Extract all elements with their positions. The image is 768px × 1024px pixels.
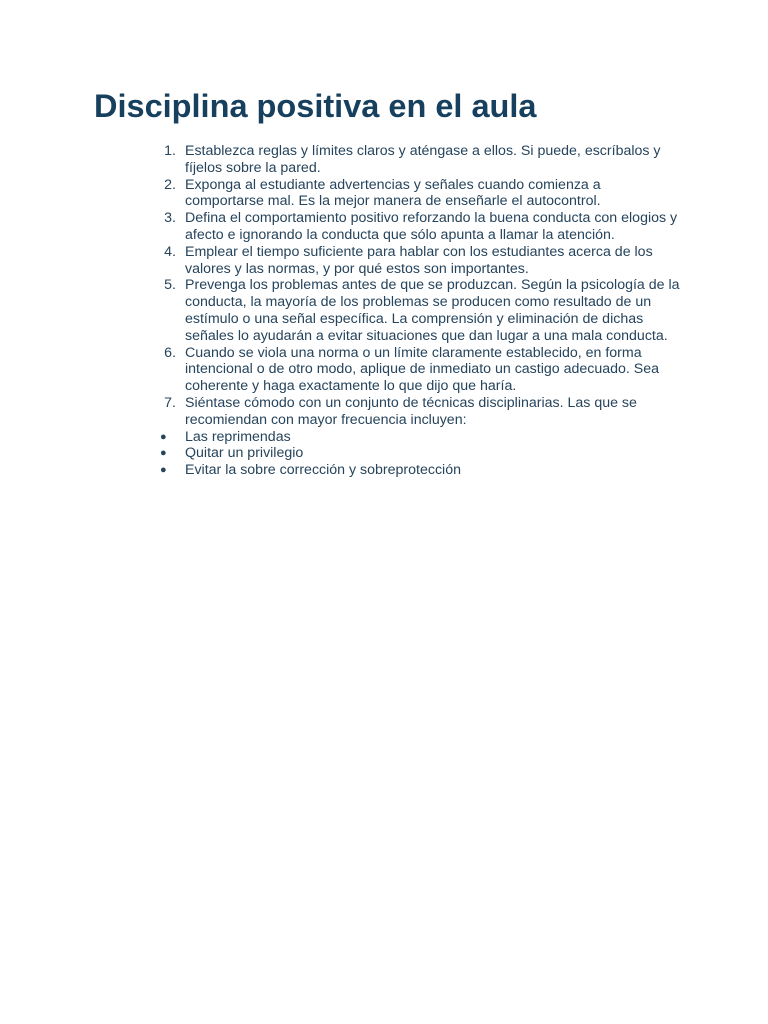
bullet-item-2: [152, 445, 682, 462]
list-item-text: Siéntase cómodo con un conjunto de técnicas disciplinarias. Las que se recomiendan con mayor frecuencia incluyen:: [185, 394, 637, 428]
list-item-1: [152, 143, 682, 177]
list-item-number: 4.: [164, 243, 176, 260]
list-item-5: [152, 277, 682, 344]
list-item-text: Cuando se viola una norma o un límite claramente establecido, en forma intencional o de otro modo, aplique de inmediato un castigo adecuado. Sea coherente y haga exactamente lo que dijo que haría.: [185, 344, 660, 395]
bullet-icon: ●: [160, 464, 167, 477]
bullet-icon: ●: [160, 430, 167, 443]
bullet-icon: ●: [160, 447, 167, 460]
list-item-text: Emplear el tiempo suficiente para hablar con los estudiantes acerca de los valores y las normas, y por qué estos son importantes.: [185, 243, 653, 277]
list-item-text: Exponga al estudiante advertencias y señales cuando comienza a comportarse mal. Es la mejor manera de enseñarle el autocontrol.: [185, 176, 601, 210]
list-item-number: 6.: [164, 344, 176, 361]
list-item-4: [152, 244, 682, 278]
page-title: Disciplina positiva en el aula: [94, 88, 537, 124]
list-item-number: 1.: [164, 143, 176, 159]
bullet-item-1: [152, 429, 682, 446]
recommendations-list: [152, 143, 682, 479]
bullet-item-text: Las reprimendas: [185, 428, 291, 445]
list-item-7: [152, 395, 682, 429]
list-item-number: 7.: [164, 394, 176, 411]
list-item-number: 2.: [164, 176, 176, 193]
list-item-number: 3.: [164, 210, 176, 227]
list-item-text: Prevenga los problemas antes de que se produzcan. Según la psicología de la conducta, la mayoría de los problemas se producen como resultado de un estímulo o una señal específica. La comprensión y eliminación de dichas señales lo ayudarán a evitar situaciones que dan lugar a una mala conducta.: [185, 277, 680, 344]
list-item-3: [152, 210, 682, 244]
list-item-2: [152, 177, 682, 211]
bullet-item-text: Evitar la sobre corrección y sobreprotección: [185, 462, 461, 479]
list-item-6: [152, 345, 682, 395]
list-item-text: Defina el comportamiento positivo reforzando la buena conducta con elogios y afecto e ignorando la conducta que sólo apunta a llamar la atención.: [185, 210, 678, 243]
list-item-number: 5.: [164, 277, 176, 294]
bullet-item-text: Quitar un privilegio: [185, 445, 304, 462]
list-item-text: Establezca reglas y límites claros y aténgase a ellos. Si puede, escríbalos y fíjelos sobre la pared.: [185, 143, 661, 176]
bullet-item-3: [152, 462, 682, 479]
